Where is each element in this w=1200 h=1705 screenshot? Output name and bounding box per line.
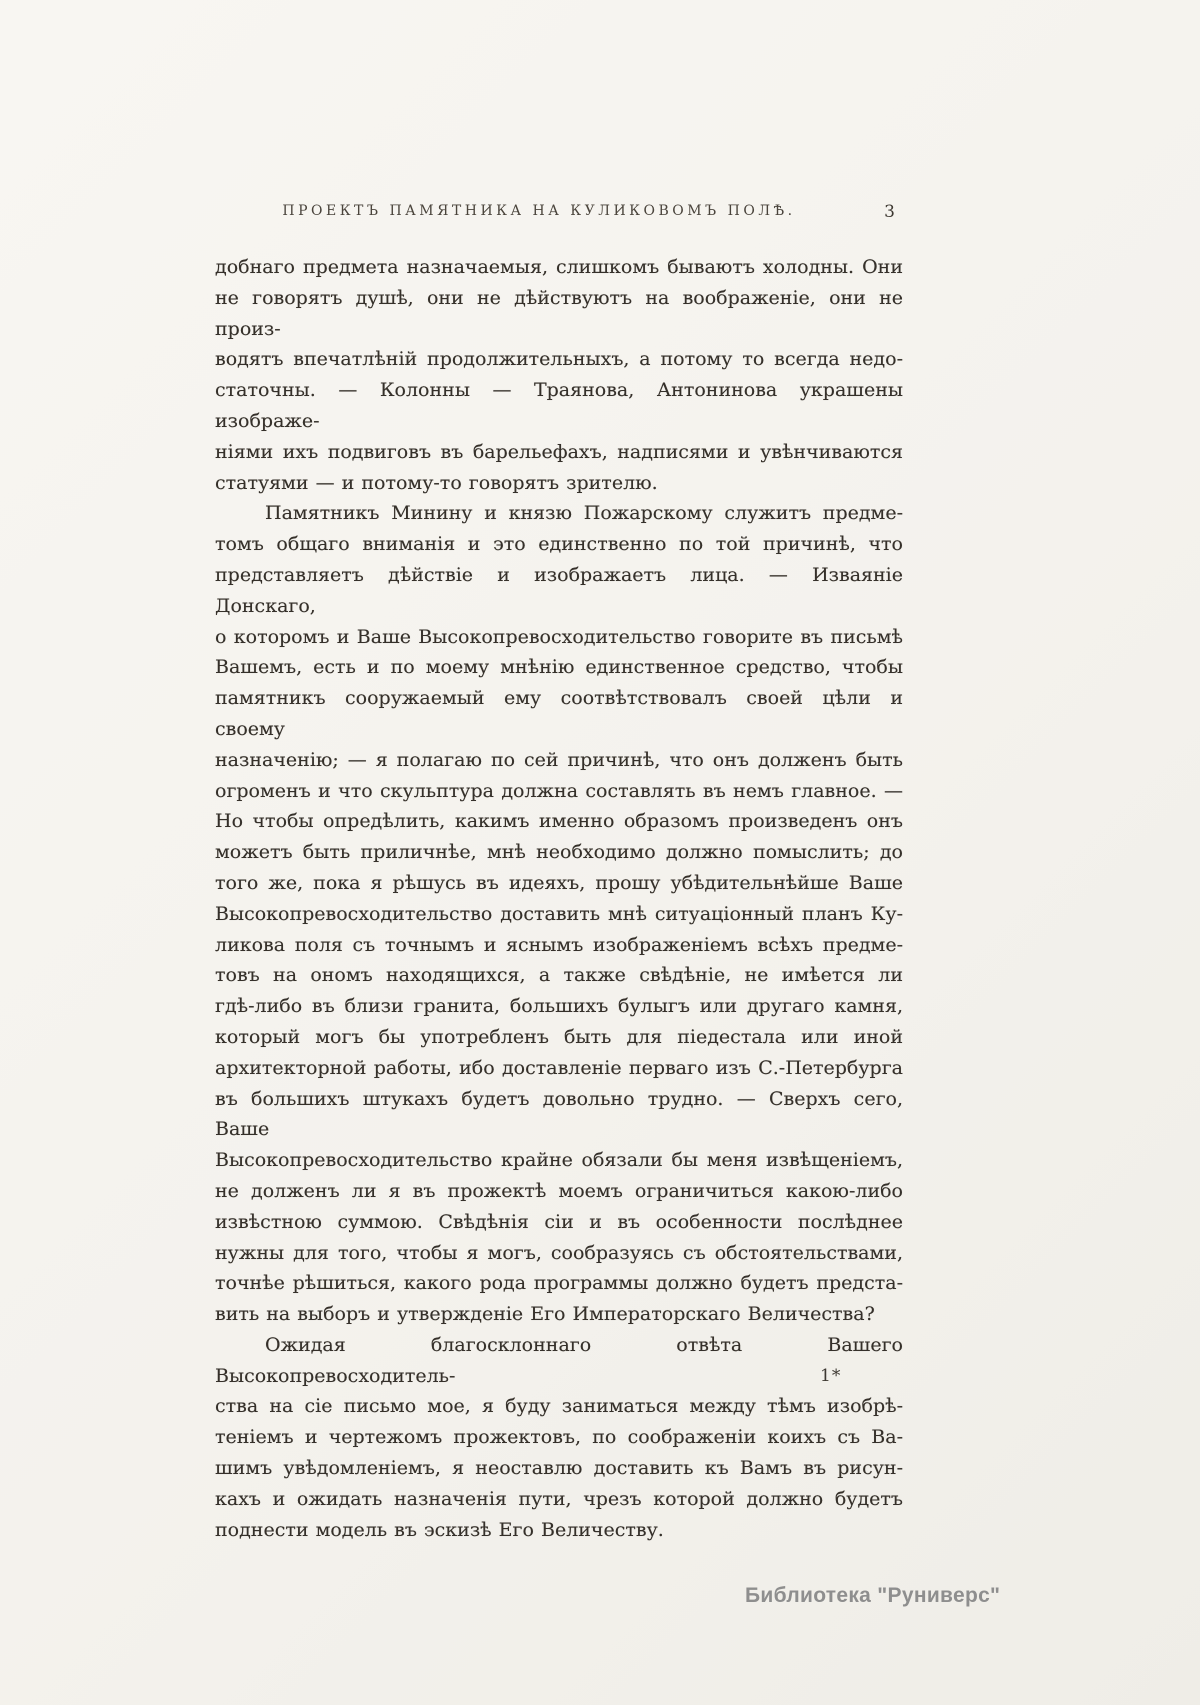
text-line: не долженъ ли я въ прожектѣ моемъ ограничиться какою-либо <box>215 1179 903 1202</box>
library-watermark: Библиотека "Руниверс" <box>745 1584 1001 1607</box>
running-title: ПРОЕКТЪ ПАМЯТНИКА НА КУЛИКОВОМЪ ПОЛѢ. <box>282 203 796 219</box>
text-line: Ожидая благосклоннаго отвѣта Вашего Высокопревосходитель- <box>215 1333 903 1387</box>
text-line: теніемъ и чертежомъ прожектовъ, по соображеніи коихъ съ Ва- <box>215 1426 903 1449</box>
text-line: памятникъ сооружаемый ему соотвѣтствовалъ своей цѣли и своему <box>215 687 903 740</box>
text-line: статуями — и потому-то говорятъ зрителю. <box>215 471 658 494</box>
page-number: 3 <box>884 202 895 222</box>
text-line: Но чтобы опредѣлить, какимъ именно образомъ произведенъ онъ <box>215 810 903 833</box>
page-header <box>215 203 903 227</box>
paragraph <box>215 1330 903 1546</box>
text-line: статочны. — Колонны — Траянова, Антонинова украшены изображе- <box>215 379 903 432</box>
text-line: можетъ быть приличнѣе, мнѣ необходимо должно помыслить; до <box>215 841 903 864</box>
paragraph <box>215 498 903 1330</box>
text-line: огроменъ и что скульптура должна составлять въ немъ главное. — <box>215 779 903 802</box>
text-line: вить на выборъ и утвержденіе Его Императорскаго Величества? <box>215 1303 875 1326</box>
text-line: извѣстною суммою. Свѣдѣнія сіи и въ особенности послѣднее <box>215 1210 903 1233</box>
text-line: назначенію; — я полагаю по сей причинѣ, что онъ долженъ быть <box>215 748 903 771</box>
paragraph <box>215 252 903 498</box>
text-line: ніями ихъ подвиговъ въ барельефахъ, надписями и увѣнчиваются <box>215 440 903 463</box>
body-text <box>215 252 903 1545</box>
text-line: Памятникъ Минину и князю Пожарскому служитъ предме- <box>265 502 903 525</box>
text-line: Вашемъ, есть и по моему мнѣнію единственное средство, чтобы <box>215 656 903 679</box>
text-line: Высокопревосходительство доставить мнѣ ситуаціонный планъ Ку- <box>215 902 903 925</box>
text-line: шимъ увѣдомленіемъ, я неоставлю доставить къ Вамъ въ рисун- <box>215 1457 903 1480</box>
text-line: точнѣе рѣшиться, какого рода программы должно будетъ предста- <box>215 1272 903 1295</box>
text-line: о которомъ и Ваше Высокопревосходительство говорите въ письмѣ <box>215 625 903 648</box>
text-line: кахъ и ожидать назначенія пути, чрезъ которой должно будетъ <box>215 1487 903 1510</box>
text-line: нужны для того, чтобы я могъ, сообразуясь съ обстоятельствами, <box>215 1241 903 1264</box>
text-line: архитекторной работы, ибо доставленіе перваго изъ С.-Петербурга <box>215 1056 903 1079</box>
text-line: въ большихъ штукахъ будетъ довольно трудно. — Сверхъ сего, Ваше <box>215 1087 903 1141</box>
signature-mark: 1* <box>820 1366 842 1386</box>
text-line: не говорятъ душѣ, они не дѣйствуютъ на воображеніе, они не произ- <box>215 286 903 340</box>
text-line: гдѣ-либо въ близи гранита, большихъ булыгъ или другаго камня, <box>215 995 903 1018</box>
text-line: ства на сіе письмо мое, я буду заниматься между тѣмъ изобрѣ- <box>215 1395 903 1418</box>
text-line: поднести модель въ эскизѣ Его Величеству. <box>215 1518 664 1541</box>
text-line: того же, пока я рѣшусь въ идеяхъ, прошу убѣдительнѣйше Ваше <box>215 871 903 894</box>
text-line: водятъ впечатлѣній продолжительныхъ, а потому то всегда недо- <box>215 348 903 371</box>
text-line: который могъ бы употребленъ быть для піедестала или иной <box>215 1025 903 1048</box>
text-line: томъ общаго вниманія и это единственно по той причинѣ, что <box>215 533 903 556</box>
text-line: представляетъ дѣйствіе и изображаетъ лица. — Изваяніе Донскаго, <box>215 563 903 617</box>
text-line: ликова поля съ точнымъ и яснымъ изображеніемъ всѣхъ предме- <box>215 933 903 956</box>
text-line: товъ на ономъ находящихся, а также свѣдѣніе, не имѣется ли <box>215 964 903 987</box>
text-line: Высокопревосходительство крайне обязали бы меня извѣщеніемъ, <box>215 1149 903 1172</box>
text-line: добнаго предмета назначаемыя, слишкомъ бываютъ холодны. Они <box>215 256 903 278</box>
